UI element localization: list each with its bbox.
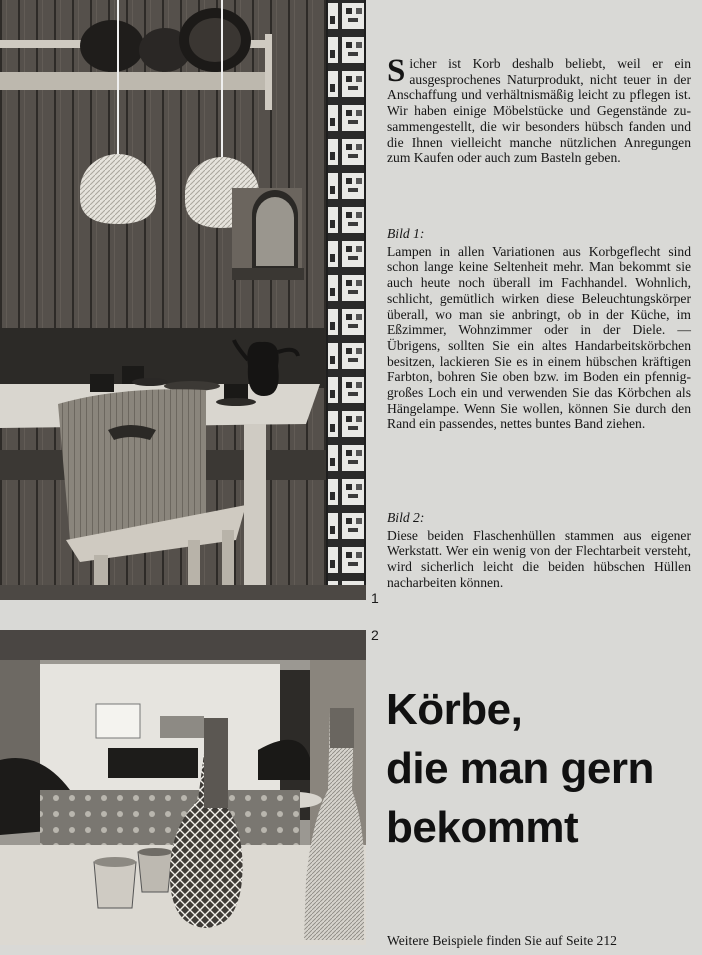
caption-bild-2-heading: Bild 2: [387,510,425,525]
title-line-3: bekommt [386,803,579,852]
figure-number-1: 1 [371,590,379,606]
caption-bild-1-text: Lampen in allen Variationen aus Korbgeflecht sind schon lange keine Seltenheit mehr. Man bekommt sie auch heute noch überall im Fachhandel. Wohnlich, schlicht, gemütlich wirken diese Beleuchtungskörper überall, wo man sie anbringt, ob in der Küche, im Eßzimmer, Wohnzimmer oder in der Diele. — Übrigens, sollten Sie ein altes Handarbeitskörbchen besitzen, lackieren Sie es in einem hübschen kräftigen Farbton, bohren Sie oben bzw. im Boden ein pfenniggroßes Loch ein und verwenden Sie das Körbchen als Hängelampe. Wenn Sie wollen, können Sie durch den Rand ein passendes, nettes buntes Band ziehen. [387,243,691,432]
caption-bild-2-text: Diese beiden Flaschenhüllen stammen aus eigener Werkstatt. Wer ein wenig von der Flechtarbeit versteht, wird sicherlich leicht die beiden hübschen Hüllen nacharbeiten können. [387,527,691,590]
intro-text: icher ist Korb deshalb beliebt, weil er ein ausgesprochenes Naturprodukt, nicht teuer in der Anschaffung und verhältnismäßig leicht zu pflegen ist. Wir haben einige Möbelstücke und Gegenstände zusammengestellt, die wir besonders hübsch fanden und die Ihnen vielleicht manche nützlichen Anregungen zum Kaufen oder auch zum Basteln geben. [387,56,691,166]
title-line-1: Körbe, [386,685,523,734]
page-reference-footer: Weitere Beispiele finden Sie auf Seite 212 [387,933,617,948]
caption-bild-2 [387,510,691,591]
caption-bild-1 [387,226,691,432]
intro-paragraph [387,53,691,166]
photo-bottle-covers-image [0,630,366,945]
photo-wicker-lamps [0,0,366,600]
drop-cap: S [387,53,406,89]
article-title [386,680,702,857]
figure-number-2: 2 [371,627,379,643]
photo-bottle-covers [0,630,366,945]
caption-bild-1-heading: Bild 1: [387,226,425,241]
title-line-2: die man gern [386,744,654,793]
photo-wicker-lamps-image [0,0,366,600]
